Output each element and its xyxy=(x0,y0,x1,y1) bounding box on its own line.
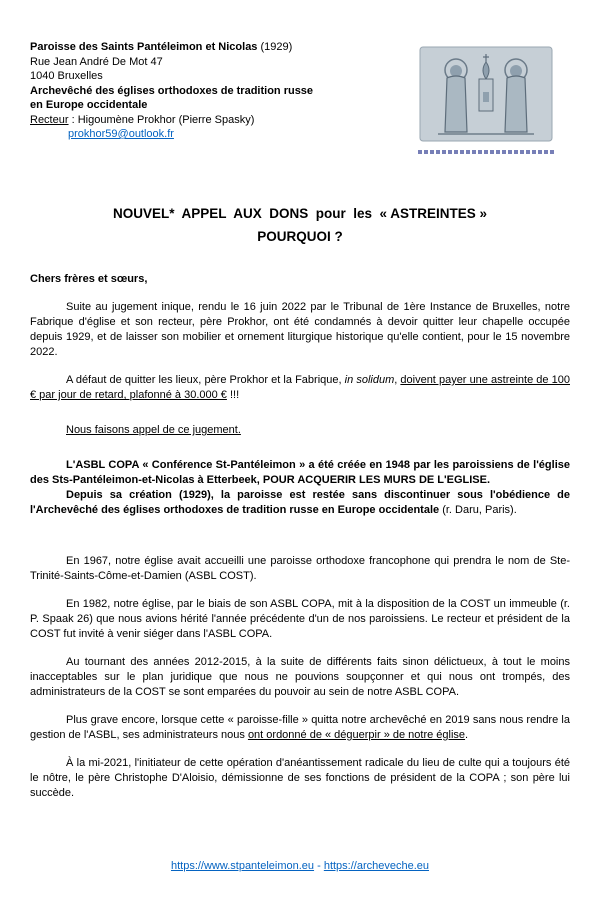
archdiocese-line-1: Archevêché des églises orthodoxes de tradition russe xyxy=(30,84,314,97)
title-line-1: NOUVEL* APPEL AUX DONS pour les « ASTREINTES » xyxy=(112,206,488,221)
creation-normal-run: (r. Daru, Paris). xyxy=(439,504,517,516)
footer-separator: - xyxy=(314,860,324,872)
parish-name-line xyxy=(30,40,313,55)
paragraph-astreinte xyxy=(30,373,570,403)
email-line xyxy=(30,127,313,142)
paragraph-2019 xyxy=(30,713,570,743)
paragraph-creation xyxy=(30,488,570,518)
parish-seal-icon xyxy=(410,44,562,164)
email-link[interactable]: prokhor59@outlook.fr xyxy=(68,128,174,140)
title-line-2: POURQUOI ? xyxy=(257,229,343,244)
footer-link-archeveche[interactable]: https://archeveche.eu xyxy=(323,860,430,872)
paragraph-2021: À la mi-2021, l'initiateur de cette opération d'anéantissement radicale du lieu de culte qui a toujours été le nôtre, le père Christophe D'Aloisio, démissionne de ses fonctions de président de la COPA ; son père lui succède. xyxy=(30,757,570,799)
greeting: Chers frères et sœurs, xyxy=(30,273,148,285)
creation-bold-run: Depuis sa création (1929), la paroisse est restée sans discontinuer sous l'obédience de l'Archevêché des églises orthodoxes de tradition russe en Europe occidentale xyxy=(30,489,570,516)
footer-link-stpanteleimon[interactable]: https://www.stpanteleimon.eu xyxy=(170,860,315,872)
archdiocese-line-2: en Europe occidentale xyxy=(30,99,148,111)
letterhead-text xyxy=(30,40,313,169)
astreinte-run-1: A défaut de quitter les lieux, père Prokhor et la Fabrique, xyxy=(66,374,345,386)
paragraph-1967: En 1967, notre église avait accueilli une paroisse orthodoxe francophone qui prendra le nom de Ste-Trinité-Saints-Côme-et-Damien (ASBL COST). xyxy=(30,555,570,582)
footer-links xyxy=(0,860,600,872)
astreinte-run-2: , xyxy=(394,374,401,386)
rector-label: Recteur xyxy=(30,113,69,126)
p2019-run-1: Plus grave encore, lorsque cette « paroisse-fille » quitta notre archevêché en 2019 sans nous rendre la gestion de l'ASBL, ses administrateurs nous xyxy=(30,714,570,741)
address-line-2: 1040 Bruxelles xyxy=(30,70,103,82)
parish-year: (1929) xyxy=(257,41,293,53)
parish-name: Paroisse des Saints Pantéleimon et Nicolas xyxy=(30,41,258,53)
parish-seal-logo xyxy=(410,44,562,169)
rector-line xyxy=(30,113,313,128)
paragraph-judgment: Suite au jugement inique, rendu le 16 juin 2022 par le Tribunal de 1ère Instance de Bruxelles, notre Fabrique d'église et son recteur, père Prokhor, ont été condamnés à devoir quitter leur chapelle occupée depuis 1929, et de laisser son mobilier et ornement liturgique historique qu'elle contient, pour le 15 novembre 2022. xyxy=(30,301,570,358)
paragraph-appel: Nous faisons appel de ce jugement. xyxy=(66,424,241,436)
p2019-run-2: . xyxy=(465,729,469,741)
rector-name: : Higoumène Prokhor (Pierre Spasky) xyxy=(68,113,255,126)
astreinte-latin-term: in solidum xyxy=(344,374,395,386)
document-title xyxy=(0,206,600,244)
address-line-1: Rue Jean André De Mot 47 xyxy=(30,55,163,68)
paragraph-1982: En 1982, notre église, par le biais de son ASBL COPA, mit à la disposition de la COST un immeuble (r. P. Spaak 26) que nous avions hérité l'année précédente d'un de nos paroissiens. Le recteur et président de la COST fut invité à venir siéger dans l'ASBL COPA. xyxy=(30,598,570,640)
astreinte-underlined-amount: doivent payer une astreinte de 100 € par jour de retard, plafonné à 30.000 € xyxy=(30,374,570,401)
astreinte-run-3: !!! xyxy=(226,389,240,401)
paragraph-2012-2015: Au tournant des années 2012-2015, à la suite de différents faits sinon délictueux, à tout le moins inacceptables sur le plan juridique que nous ne pouvions soupçonner et qui nous ont trompés, des administrateurs de la COST se sont emparées du pouvoir au sein de notre ASBL COPA. xyxy=(30,656,570,698)
p2019-underlined-run: ont ordonné de « déguerpir » de notre église xyxy=(247,729,466,741)
document-body xyxy=(30,272,570,814)
paragraph-asbl-copa: L'ASBL COPA « Conférence St-Pantéleimon » a été créée en 1948 par les paroissiens de l'église des Sts-Pantéleimon-et-Nicolas à Etterbeek, POUR ACQUERIR LES MURS DE L'EGLISE. xyxy=(30,459,570,486)
letterhead xyxy=(30,40,562,169)
